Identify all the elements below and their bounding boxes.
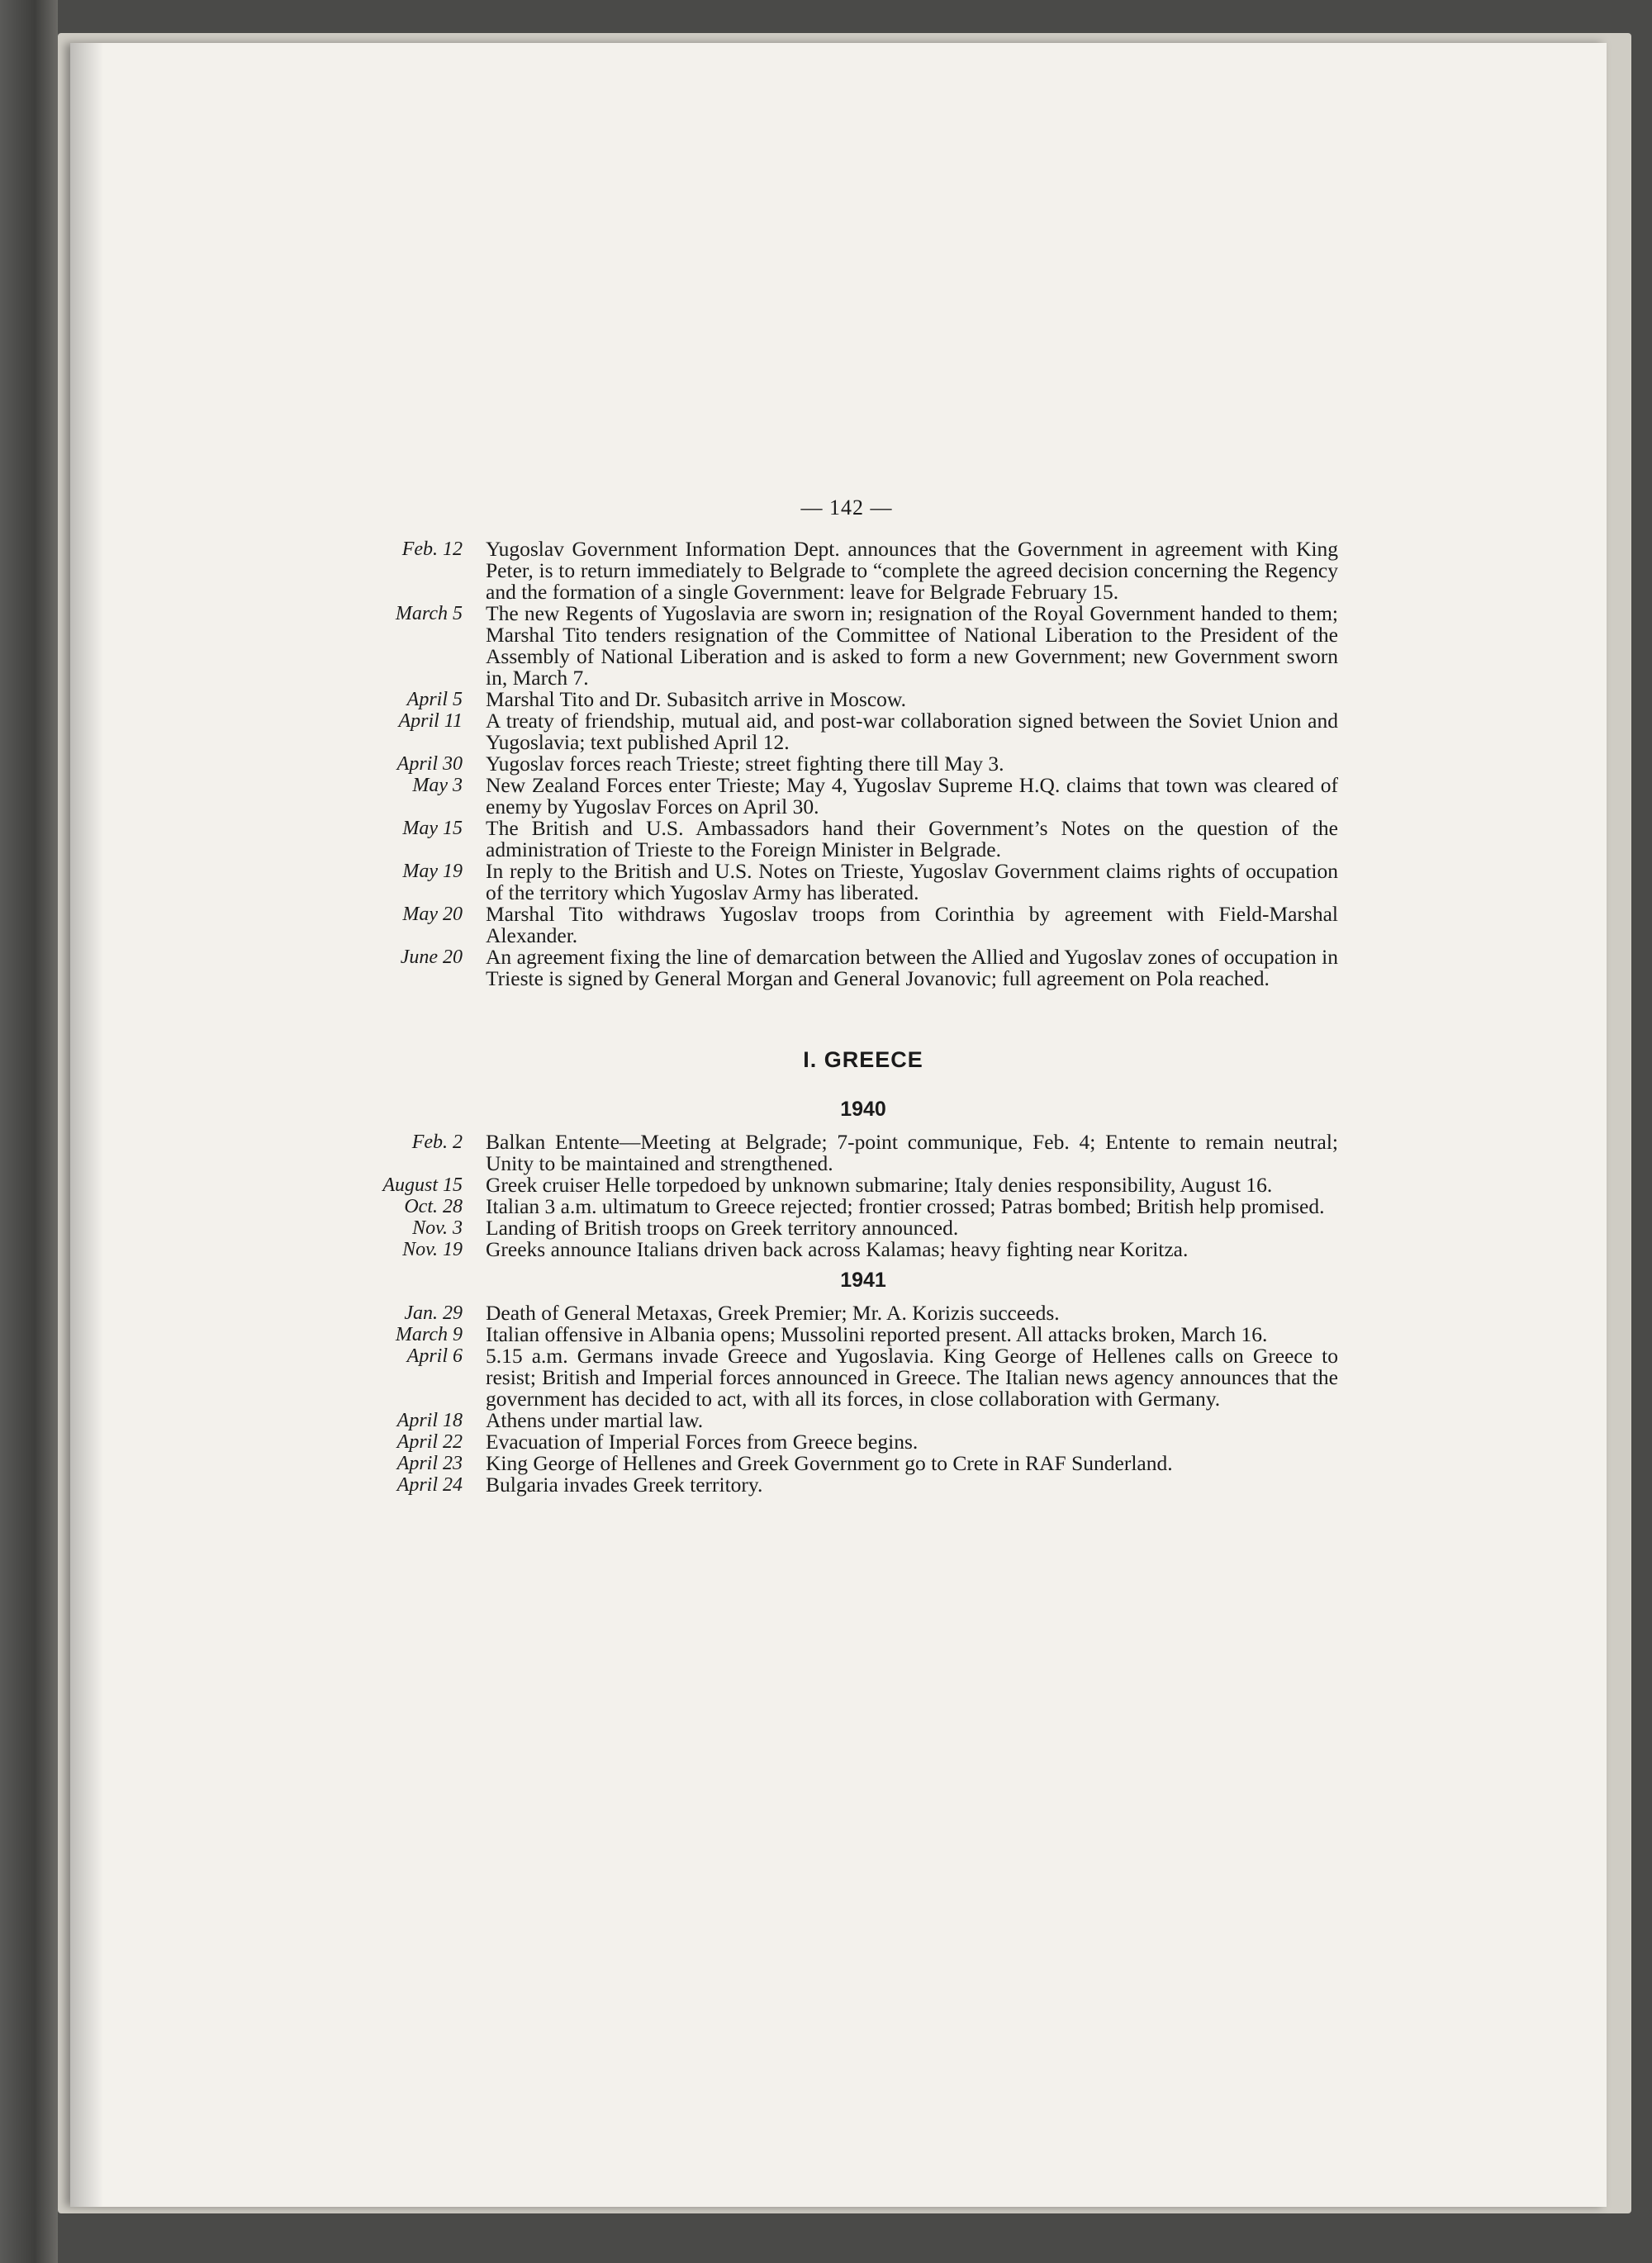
- entry-date: April 11: [398, 710, 463, 732]
- entry-text: Evacuation of Imperial Forces from Greece begins.: [486, 1430, 919, 1454]
- section-title: I. GREECE: [803, 1047, 923, 1072]
- entry-text: Yugoslav Government Information Dept. announces that the Government in agreement with King Peter, is to return immediately to Belgrade to “complete the agreed decision concerning the Regency and the formation of a single Government: leave for Belgrade February 15.: [486, 537, 1338, 604]
- binding-shadow: [70, 43, 103, 2207]
- entry-date: Oct. 28: [404, 1196, 463, 1217]
- entry-text: 5.15 a.m. Germans invade Greece and Yugoslavia. King George of Hellenes calls on Greece to resist; British and Imperial forces announced in Greece. The Italian news agency announces that the government has decided to act, with all its forces, in close collaboration with Germany.: [486, 1344, 1338, 1411]
- year-heading: 1940: [840, 1098, 886, 1121]
- entry-date: April 24: [396, 1474, 463, 1496]
- chronology-entry: [355, 1410, 1338, 1431]
- chronology-entry: [355, 1345, 1338, 1410]
- chronology-entry: [355, 1474, 1338, 1496]
- greece-1940-chronology: [355, 1132, 1338, 1260]
- chronology-entry: [355, 1239, 1338, 1260]
- entry-text: Marshal Tito withdraws Yugoslav troops from Corinthia by agreement with Field-Marshal Alexander.: [486, 902, 1338, 947]
- entry-text: Greek cruiser Helle torpedoed by unknown submarine; Italy denies responsibility, August 16.: [486, 1173, 1273, 1197]
- chronology-entry: [355, 1217, 1338, 1239]
- entry-text: Athens under martial law.: [486, 1408, 704, 1432]
- chronology-entry: [355, 689, 1338, 710]
- entry-text: Italian 3 a.m. ultimatum to Greece rejected; frontier crossed; Patras bombed; British help promised.: [486, 1194, 1325, 1218]
- entry-date: Feb. 2: [411, 1132, 463, 1153]
- chronology-entry: [355, 1174, 1338, 1196]
- entry-text: The new Regents of Yugoslavia are sworn in; resignation of the Royal Government handed to them; Marshal Tito tenders resignation of the Committee of National Liberation to the President of the Assembly of National Liberation and is asked to form a new Government; new Government sworn in, March 7.: [486, 601, 1338, 690]
- chronology-entry: [355, 775, 1338, 818]
- entry-text: Landing of British troops on Greek territory announced.: [486, 1216, 959, 1240]
- entry-date: April 22: [396, 1431, 463, 1453]
- entry-date: Nov. 3: [412, 1217, 463, 1239]
- chronology-entry: [355, 753, 1338, 775]
- year-heading: 1941: [840, 1269, 886, 1292]
- entry-text: King George of Hellenes and Greek Government go to Crete in RAF Sunderland.: [486, 1451, 1173, 1475]
- entry-text: A treaty of friendship, mutual aid, and post-war collaboration signed between the Soviet Union and Yugoslavia; text published April 12.: [486, 709, 1338, 754]
- yugoslavia-chronology: [355, 538, 1338, 989]
- entry-date: April 6: [406, 1345, 463, 1367]
- entry-date: March 9: [395, 1324, 463, 1345]
- chronology-entry: [355, 1431, 1338, 1453]
- entry-text: Balkan Entente—Meeting at Belgrade; 7-point communique, Feb. 4; Entente to remain neutral; Unity to be maintained and strengthened.: [486, 1130, 1338, 1175]
- chronology-entry: [355, 1453, 1338, 1474]
- chronology-entry: [355, 1302, 1338, 1324]
- chronology-entry: [355, 861, 1338, 904]
- chronology-entry: [355, 710, 1338, 753]
- entry-text: Italian offensive in Albania opens; Mussolini reported present. All attacks broken, March 16.: [486, 1322, 1268, 1346]
- entry-text: In reply to the British and U.S. Notes on Trieste, Yugoslav Government claims rights of occupation of the territory which Yugoslav Army has liberated.: [486, 859, 1338, 904]
- page-content: [355, 496, 1338, 1496]
- entry-date: Feb. 12: [401, 538, 463, 560]
- chronology-entry: [355, 538, 1338, 603]
- page-number: — 142 —: [800, 496, 893, 519]
- entry-text: New Zealand Forces enter Trieste; May 4, Yugoslav Supreme H.Q. claims that town was cleared of enemy by Yugoslav Forces on April 30.: [486, 773, 1338, 818]
- entry-text: The British and U.S. Ambassadors hand their Government’s Notes on the question of the administration of Trieste to the Foreign Minister in Belgrade.: [486, 816, 1338, 861]
- entry-date: May 20: [402, 904, 463, 925]
- entry-date: May 19: [402, 861, 463, 882]
- entry-date: March 5: [395, 603, 463, 624]
- entry-date: May 3: [412, 775, 463, 796]
- entry-text: Marshal Tito and Dr. Subasitch arrive in Moscow.: [486, 687, 907, 711]
- entry-text: Yugoslav forces reach Trieste; street fighting there till May 3.: [486, 752, 1004, 776]
- entry-date: April 18: [396, 1410, 463, 1431]
- entry-date: April 23: [396, 1453, 463, 1474]
- entry-date: August 15: [382, 1174, 463, 1196]
- entry-date: May 15: [402, 818, 463, 839]
- chronology-entry: [355, 603, 1338, 689]
- entry-text: An agreement fixing the line of demarcation between the Allied and Yugoslav zones of occupation in Trieste is signed by General Morgan and General Jovanovic; full agreement on Pola reached.: [486, 945, 1338, 990]
- entry-text: Bulgaria invades Greek territory.: [486, 1473, 763, 1497]
- entry-text: Greeks announce Italians driven back across Kalamas; heavy fighting near Koritza.: [486, 1237, 1189, 1261]
- chronology-entry: [355, 1324, 1338, 1345]
- entry-text: Death of General Metaxas, Greek Premier; Mr. A. Korizis succeeds.: [486, 1301, 1060, 1325]
- scan-edge: [0, 0, 58, 2263]
- chronology-entry: [355, 946, 1338, 989]
- entry-date: April 30: [396, 753, 463, 775]
- entry-date: June 20: [400, 946, 463, 968]
- chronology-entry: [355, 818, 1338, 861]
- chronology-entry: [355, 904, 1338, 946]
- entry-date: Nov. 19: [402, 1239, 463, 1260]
- chronology-entry: [355, 1132, 1338, 1174]
- entry-date: Jan. 29: [404, 1302, 463, 1324]
- greece-1941-chronology: [355, 1302, 1338, 1496]
- chronology-entry: [355, 1196, 1338, 1217]
- entry-date: April 5: [406, 689, 463, 710]
